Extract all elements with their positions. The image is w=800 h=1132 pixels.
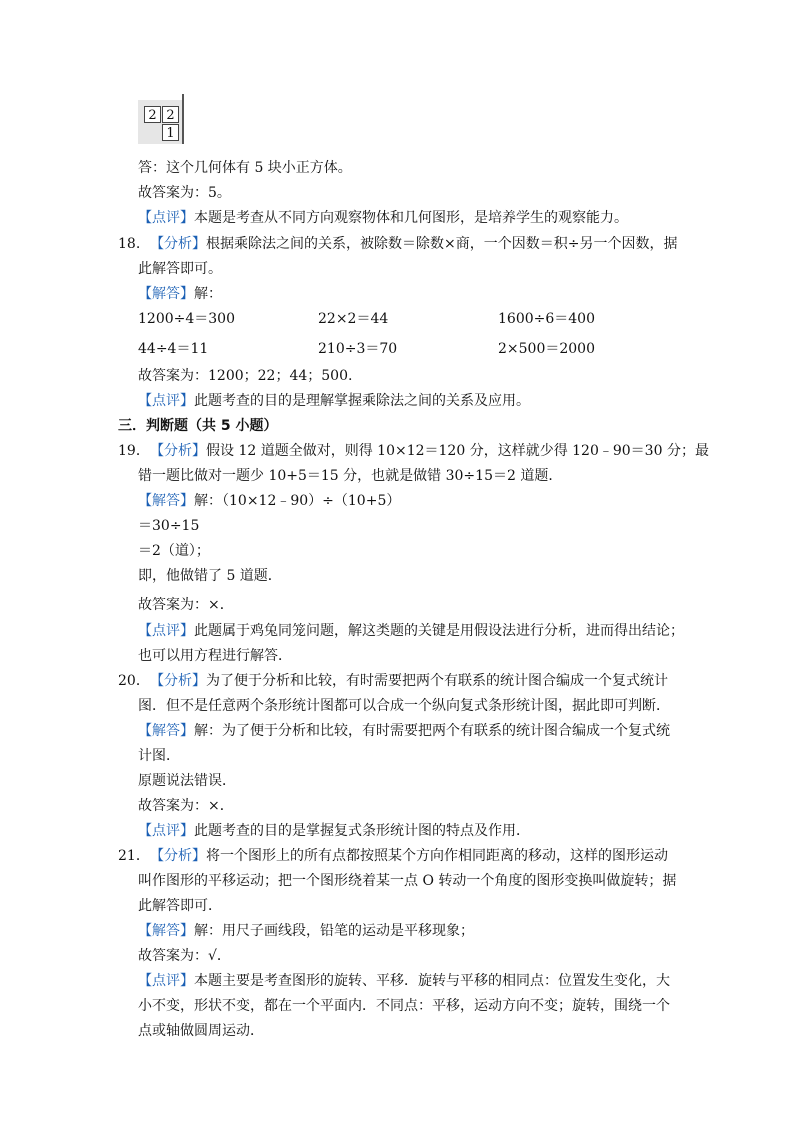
comment-tag: 【点评】 [138,393,194,409]
comment-text: 本题主要是考查图形的旋转、平移．旋转与平移的相同点：位置发生变化，大 [194,973,670,989]
comment-line: 点或轴做圆周运动． [138,1023,264,1039]
analysis-tag: 【分析】 [150,673,206,689]
solution-tag: 【解答】 [138,493,194,509]
result-line: 故答案为：×． [138,798,234,814]
solution-text: 解：用尺子画线段，铅笔的运动是平移现象； [194,923,474,939]
solution-text: 解：（10×12﹣90）÷（10+5） [194,493,401,509]
answer-line: 答：这个几何体有 5 块小正方体。 [138,160,352,176]
solution-tag: 【解答】 [138,723,194,739]
comment-line: 也可以用方程进行解答． [138,648,292,664]
grid-cell: 2 [144,106,161,123]
solution-step: ＝30÷15 [138,518,200,534]
analysis-line: 图．但不是任意两个条形统计图都可以合成一个纵向复式条形统计图，据此即可判断． [138,698,670,714]
solution-step: ＝2（道）； [138,543,210,559]
problem-number: 20． [118,673,150,689]
comment-text: 此题考查的目的是掌握复式条形统计图的特点及作用． [194,823,530,839]
equation: 210÷3＝70 [318,341,398,357]
conclusion-line: 即，他做错了 5 道题． [138,568,282,584]
analysis-tag: 【分析】 [150,848,206,864]
analysis-line: 此解答即可． [138,898,222,914]
solution-line [138,491,400,511]
analysis-line [150,846,668,866]
analysis-tag: 【分析】 [150,443,206,459]
solution-text: 解： [194,286,222,302]
solution-line: 计图． [138,748,180,764]
problem-number: 19． [118,443,150,459]
comment-tag: 【点评】 [138,210,194,226]
analysis-line [150,441,709,461]
solution-line [138,284,222,304]
grid-cell: 1 [162,124,179,141]
comment-text: 此题考查的目的是理解掌握乘除法之间的关系及应用。 [194,393,530,409]
problem-number: 21． [118,848,150,864]
comment-tag: 【点评】 [138,973,194,989]
comment-tag: 【点评】 [138,623,194,639]
analysis-text: 根据乘除法之间的关系，被除数＝除数×商，一个因数＝积÷另一个因数，据 [206,236,678,252]
verdict-line: 原题说法错误． [138,773,236,789]
comment-line [138,821,530,841]
solution-tag: 【解答】 [138,923,194,939]
analysis-line: 错一题比做对一题少 10+5＝15 分，也就是做错 30÷15＝2 道题． [138,468,563,484]
comment-line [138,391,530,411]
solution-line [138,721,670,741]
analysis-text: 将一个图形上的所有点都按照某个方向作相同距离的移动，这样的图形运动 [206,848,668,864]
equation: 1200÷4＝300 [138,311,235,327]
solution-line [138,921,474,941]
analysis-text: 假设 12 道题全做对，则得 10×12＝120 分，这样就少得 120﹣90＝30 分；最 [206,443,709,459]
equation: 22×2＝44 [318,311,389,327]
analysis-line: 叫作图形的平移运动；把一个图形绕着某一点 O 转动一个角度的图形变换叫做旋转；据 [138,873,677,889]
solution-tag: 【解答】 [138,286,194,302]
analysis-line [150,234,677,254]
grid-cell: 2 [162,106,179,123]
comment-tag: 【点评】 [138,823,194,839]
comment-text: 此题属于鸡兔同笼问题，解这类题的关键是用假设法进行分析，进而得出结论； [194,623,684,639]
equation: 1600÷6＝400 [498,311,595,327]
comment-line [138,208,628,228]
analysis-tag: 【分析】 [150,236,206,252]
analysis-line [150,671,668,691]
result-line: 故答案为：1200；22；44；500. [138,368,353,384]
comment-line: 小不变，形状不变，都在一个平面内．不同点：平移，运动方向不变；旋转，围绕一个 [138,998,670,1014]
result-line: 故答案为：5。 [138,185,231,201]
comment-line [138,971,670,991]
result-line: 故答案为：√． [138,948,231,964]
analysis-text: 为了便于分析和比较，有时需要把两个有联系的统计图合编成一个复式统计 [206,673,668,689]
result-line: 故答案为：×． [138,597,234,613]
comment-text: 本题是考查从不同方向观察物体和几何图形，是培养学生的观察能力。 [194,210,628,226]
comment-line [138,621,684,641]
solution-text: 解：为了便于分析和比较，有时需要把两个有联系的统计图合编成一个复式统 [194,723,670,739]
equation: 44÷4＝11 [138,341,209,357]
section-heading: 三．判断题（共 5 小题） [118,418,278,434]
equation: 2×500＝2000 [498,341,595,357]
problem-number: 18. [118,236,141,252]
analysis-line: 此解答即可。 [138,261,222,277]
